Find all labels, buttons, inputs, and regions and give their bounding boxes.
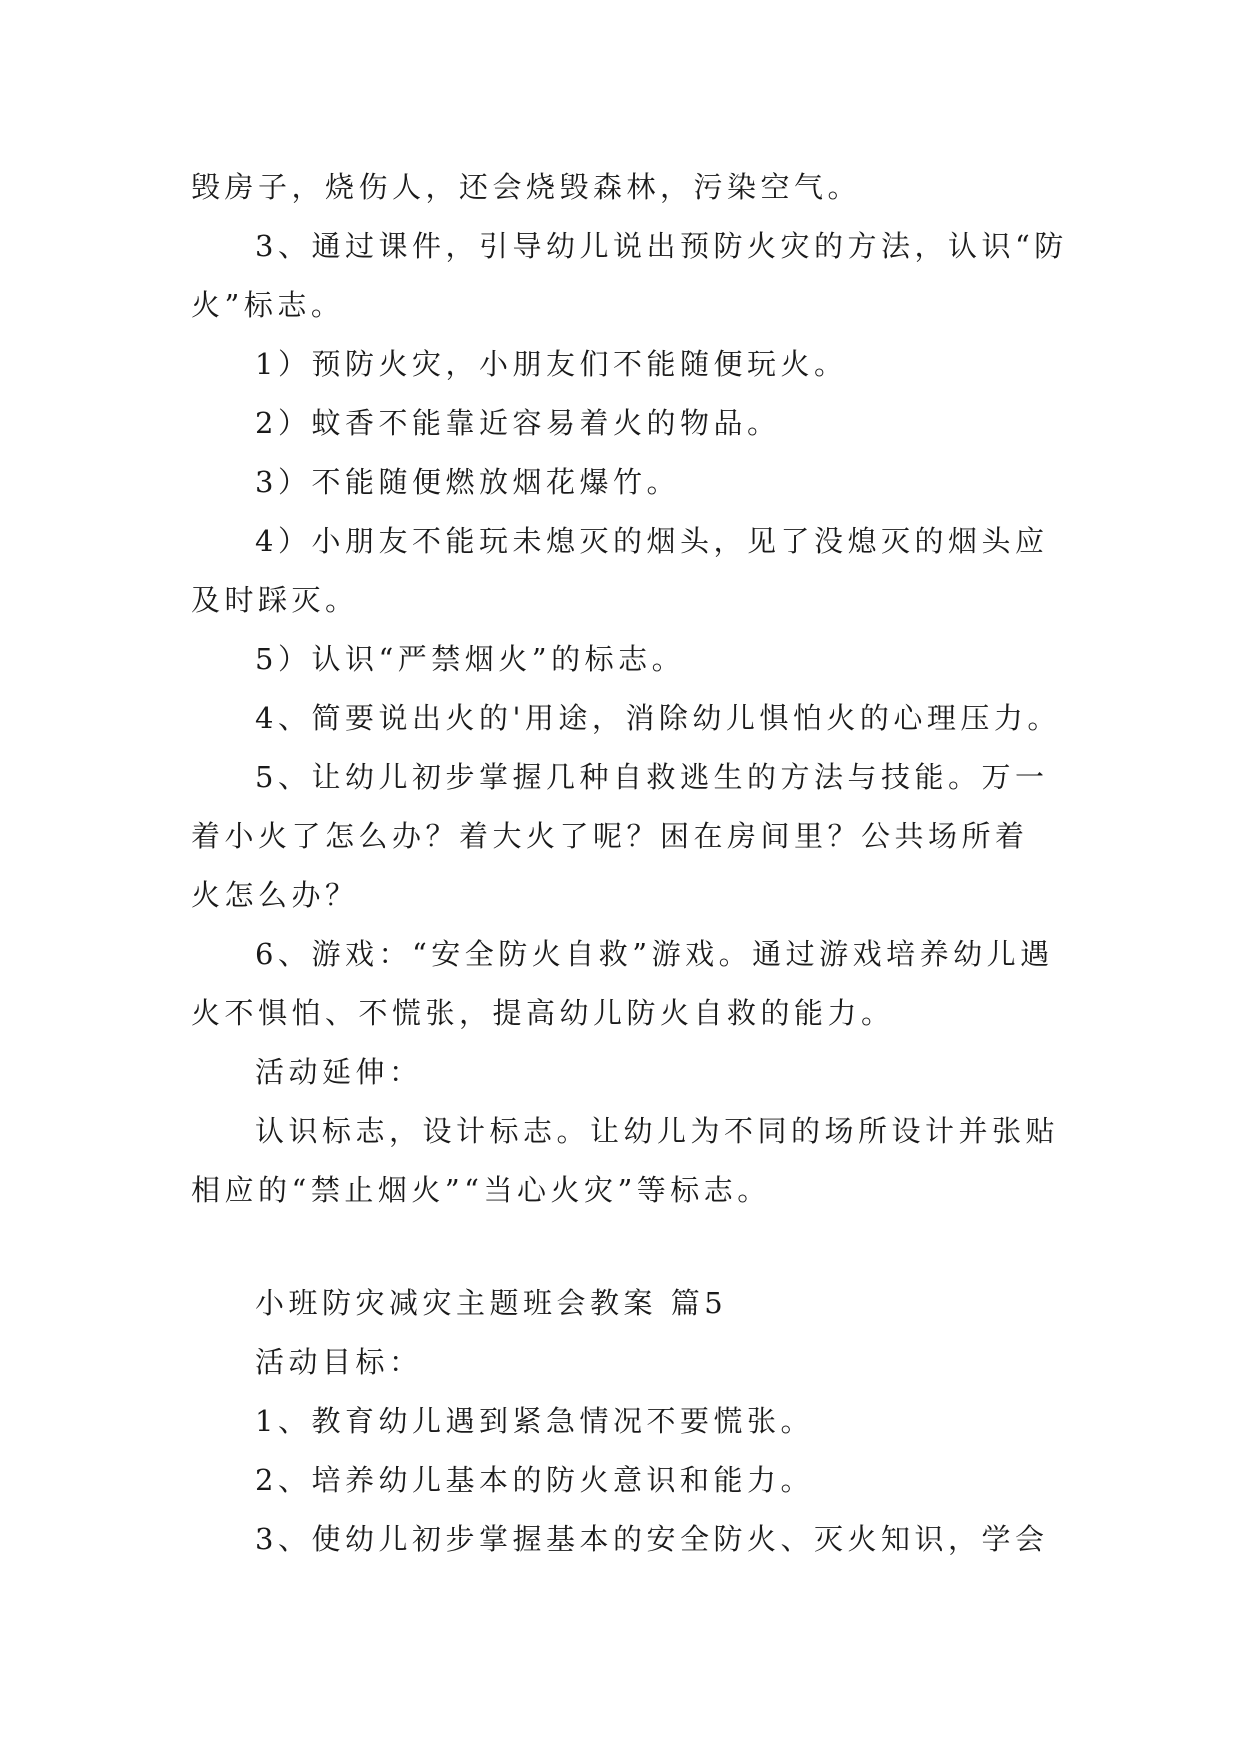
text-line-16: 活动延伸： bbox=[255, 1055, 423, 1089]
text-line-1: 毁房子，烧伤人，还会烧毁森林，污染空气。 bbox=[191, 170, 862, 204]
text-line-9: 5）认识“严禁烟火”的标志。 bbox=[255, 642, 686, 676]
text-line-5: 2）蚊香不能靠近容易着火的物品。 bbox=[255, 406, 781, 440]
text-line-15: 火不惧怕、不慌张，提高幼儿防火自救的能力。 bbox=[191, 996, 895, 1030]
text-line-23: 3、使幼儿初步掌握基本的安全防火、灭火知识，学会 bbox=[255, 1522, 1049, 1556]
section-heading: 小班防灾减灾主题班会教案 篇5 bbox=[255, 1286, 728, 1320]
text-line-14: 6、游戏：“安全防火自救”游戏。通过游戏培养幼儿遇 bbox=[255, 937, 1054, 971]
text-line-8: 及时踩灭。 bbox=[191, 583, 359, 617]
text-line-21: 1、教育幼儿遇到紧急情况不要慌张。 bbox=[255, 1404, 814, 1438]
text-line-13: 火怎么办？ bbox=[191, 878, 359, 912]
text-line-3: 火”标志。 bbox=[191, 288, 345, 322]
text-line-17: 认识标志，设计标志。让幼儿为不同的场所设计并张贴 bbox=[255, 1114, 1060, 1148]
text-line-2: 3、通过课件，引导幼儿说出预防火灾的方法，认识“防 bbox=[255, 229, 1068, 263]
text-line-7: 4）小朋友不能玩未熄灭的烟头，见了没熄灭的烟头应 bbox=[255, 524, 1049, 558]
text-line-20: 活动目标： bbox=[255, 1345, 423, 1379]
text-line-22: 2、培养幼儿基本的防火意识和能力。 bbox=[255, 1463, 814, 1497]
text-line-6: 3）不能随便燃放烟花爆竹。 bbox=[255, 465, 680, 499]
text-line-11: 5、让幼儿初步掌握几种自救逃生的方法与技能。万一 bbox=[255, 760, 1049, 794]
text-line-12: 着小火了怎么办？着大火了呢？困在房间里？公共场所着 bbox=[191, 819, 1029, 853]
text-line-10: 4、简要说出火的'用途，消除幼儿惧怕火的心理压力。 bbox=[255, 701, 1061, 735]
text-line-18: 相应的“禁止烟火”“当心火灾”等标志。 bbox=[191, 1173, 771, 1207]
text-line-4: 1）预防火灾，小朋友们不能随便玩火。 bbox=[255, 347, 848, 381]
